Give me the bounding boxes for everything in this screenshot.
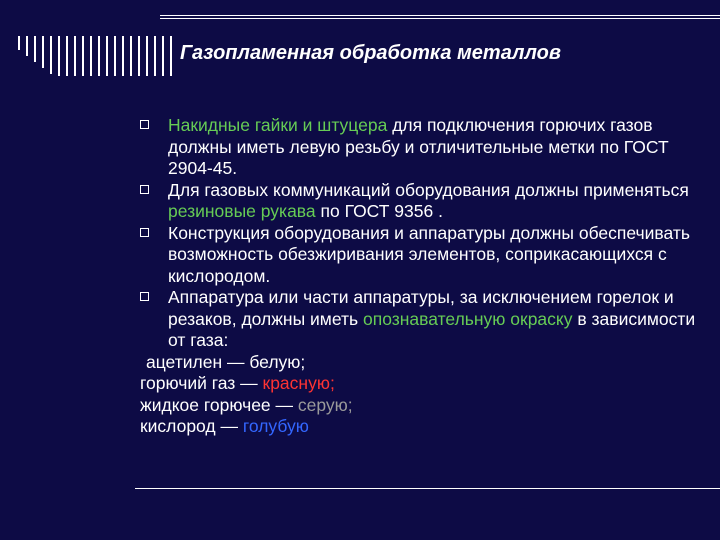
gas-color-word: серую; — [297, 394, 353, 415]
bullet-text: Для газовых коммуникаций оборудования должны применяться — [168, 179, 689, 200]
bullet-text: в зависимости от газа: — [168, 308, 696, 350]
square-bullet-icon — [140, 120, 149, 129]
slide-title: Газопламенная обработка металлов — [180, 42, 561, 64]
bullet-text: для подключения горючих газов должны иметь левую резьбу и отличительные метки по ГОСТ 2904-45. — [168, 115, 669, 178]
gas-color-word: красную; — [262, 373, 335, 393]
bar — [74, 36, 76, 76]
top-rule — [160, 15, 720, 16]
top-rule — [160, 18, 720, 19]
bar — [130, 36, 132, 76]
bullet-text: Конструкция оборудования и аппаратуры должны обеспечивать возможность обезжиривания элементов, соприкасающихся с кислородом. — [168, 222, 690, 286]
square-bullet-icon — [140, 185, 149, 194]
bullet-text: по ГОСТ 9356 . — [315, 201, 443, 221]
bar — [162, 36, 164, 76]
bullet-item — [140, 287, 700, 352]
bar — [98, 36, 100, 76]
bullet-item — [140, 180, 700, 223]
slide-body — [140, 115, 700, 438]
gas-color-word: голубую — [242, 416, 309, 436]
bar — [114, 36, 116, 76]
gas-color-line — [140, 373, 700, 395]
bar — [18, 36, 20, 50]
bar — [34, 36, 36, 62]
square-bullet-icon — [140, 228, 149, 237]
bottom-rule — [135, 488, 720, 489]
bar — [90, 36, 92, 76]
bar — [50, 36, 52, 74]
gas-color-word: белую; — [249, 351, 306, 372]
bar — [58, 36, 60, 76]
bar — [26, 36, 28, 56]
gas-color-line — [140, 395, 700, 417]
bar — [66, 36, 68, 76]
bar — [138, 36, 140, 76]
bar — [82, 36, 84, 76]
highlight-text: опознавательную окраску — [362, 308, 573, 329]
decorative-bars — [18, 36, 178, 86]
gas-name: кислород — — [140, 416, 243, 436]
gas-color-line — [140, 352, 700, 374]
bar — [170, 36, 172, 76]
bar — [122, 36, 124, 76]
bullet-text: Аппаратура или части аппаратуры, за исключением горелок и резаков, должны иметь — [168, 287, 674, 329]
bar — [106, 36, 108, 76]
bar — [146, 36, 148, 76]
highlight-text: Накидные гайки и штуцера — [168, 115, 388, 135]
gas-name: жидкое горючее — — [140, 394, 298, 415]
bullet-item — [140, 115, 700, 180]
highlight-text: резиновые рукава — [168, 201, 316, 221]
bar — [42, 36, 44, 68]
gas-color-line — [140, 416, 700, 438]
bullet-item — [140, 223, 700, 288]
gas-name: горючий газ — — [140, 373, 263, 393]
bar — [154, 36, 156, 76]
gas-name: ацетилен — — [146, 351, 250, 372]
square-bullet-icon — [140, 292, 149, 301]
